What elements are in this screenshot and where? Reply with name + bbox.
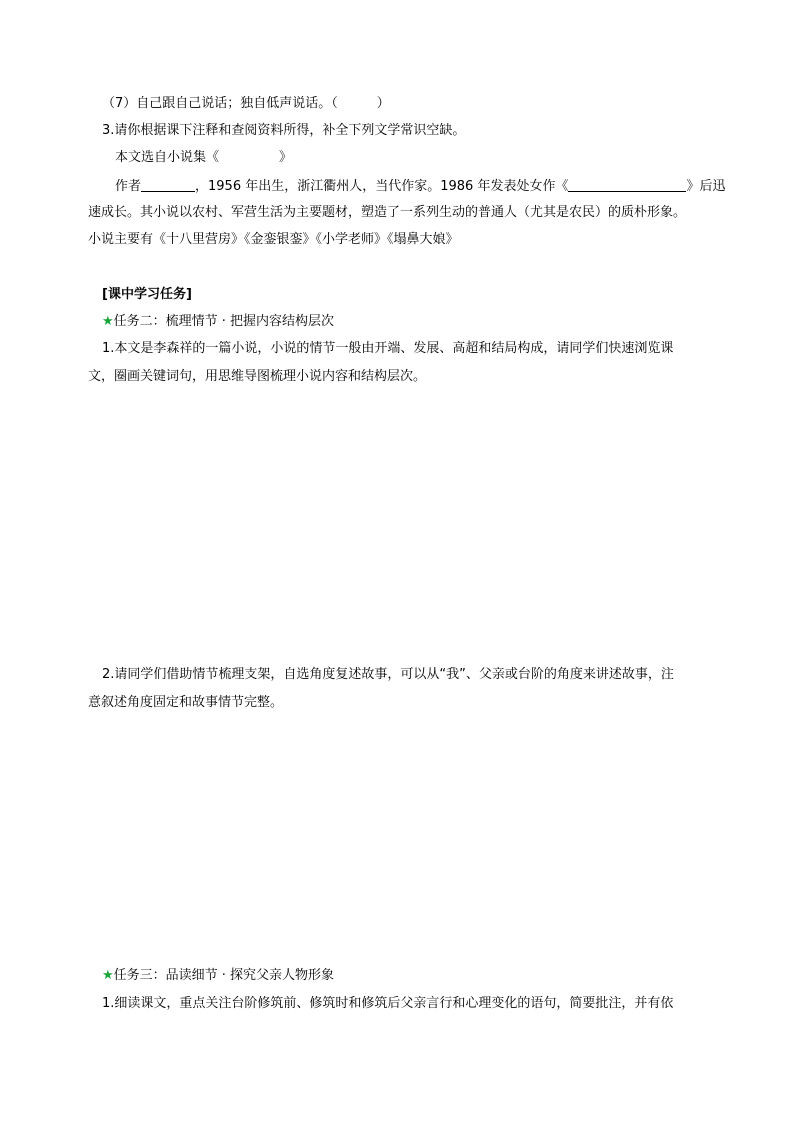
author-prefix: 作者 [115,179,142,194]
task-3-q1-line1: 1.细读课文，重点关注台阶修筑前、修筑时和修筑后父亲言行和心理变化的语句，简要批注，并有依 [102,996,674,1011]
star-icon: ★ [102,314,114,329]
author-mid: ，1956 年出生，浙江衢州人，当代作家。1986 年发表处女作《 [195,179,569,194]
task-2-q2-line1: 2.请同学们借助情节梳理支架，自选角度复述故事，可以从“我”、父亲或台阶的角度来讲述故事，注 [102,667,674,682]
task-2-q1-line1: 1.本文是李森祥的一篇小说，小说的情节一般由开端、发展、高超和结局构成，请同学们快速浏览课 [102,341,674,356]
star-icon: ★ [102,968,114,983]
task-2-title [102,312,334,332]
author-blank[interactable] [141,177,195,192]
in-class-heading: [课中学习任务] [102,287,192,302]
source-line [115,148,292,168]
task-3-title [102,966,334,986]
bio-line-3: 小说主要有《十八里营房》《金銮银銮》《小学老师》《塌鼻大娘》 [88,232,459,247]
item-7-text: （7）自己跟自己说话；独自低声说话。（ ） [102,96,390,111]
bio-line-2: 速成长。其小说以农村、军营生活为主要题材，塑造了一系列生动的普通人（尤其是农民）的质朴形象。 [88,205,687,220]
task-2-title-text: 任务二：梳理情节 · 把握内容结构层次 [113,314,335,329]
question-3-text: 3.请你根据课下注释和查阅资料所得，补全下列文学常识空缺。 [102,123,466,138]
author-suffix: 》后迅 [686,179,726,194]
debut-work-blank[interactable] [568,177,686,192]
task-2-q1-line2: 文，圈画关键词句，用思维导图梳理小说内容和结构层次。 [88,369,427,384]
source-prefix: 本文选自小说集《 [115,150,220,165]
author-line [115,177,725,197]
source-suffix: 》 [279,150,293,165]
task-3-title-text: 任务三：品读细节 · 探究父亲人物形象 [113,968,335,983]
task-2-q2-line2: 意叙述角度固定和故事情节完整。 [88,695,284,710]
